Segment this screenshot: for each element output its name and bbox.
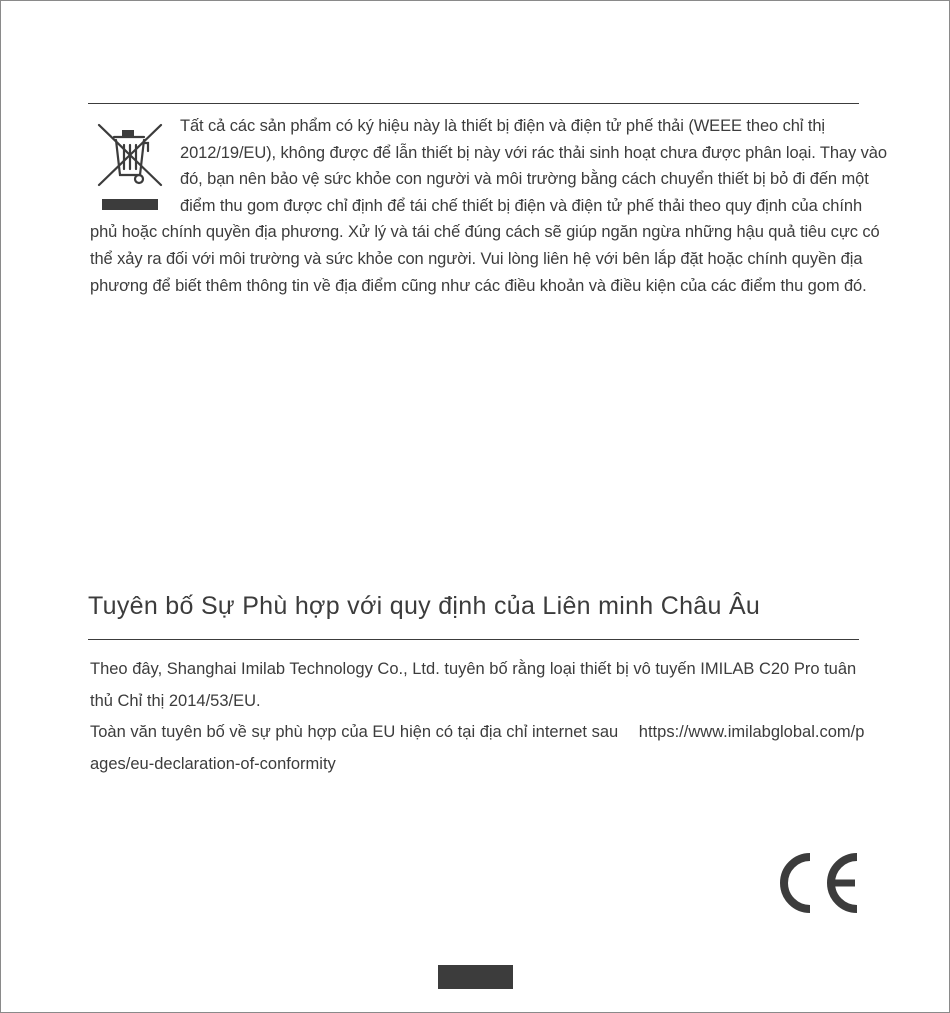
ce-mark-icon (775, 852, 861, 914)
declaration-paragraph-2 (90, 717, 870, 780)
declaration-body (90, 654, 870, 780)
declaration-title: Tuyên bố Sự Phù hợp với quy định của Liên minh Châu Âu (88, 592, 761, 620)
declaration-url-link[interactable]: https://www.imilabglobal.com/pages/eu-declaration-of-conformity (90, 723, 865, 773)
declaration-paragraph-2-lead: Toàn văn tuyên bố về sự phù hợp của EU hiện có tại địa chỉ internet sau (90, 723, 619, 741)
weee-notice (90, 113, 890, 299)
declaration-paragraph-1: Theo đây, Shanghai Imilab Technology Co., Ltd. tuyên bố rằng loại thiết bị vô tuyến IMILAB C20 Pro tuân thủ Chỉ thị 2014/53/EU. (90, 660, 857, 710)
top-divider (88, 103, 859, 104)
title-underline (88, 639, 859, 640)
weee-notice-text: Tất cả các sản phẩm có ký hiệu này là thiết bị điện và điện tử phế thải (WEEE theo chỉ thị 2012/19/EU), không được để lẫn thiết bị này với rác thải sinh hoạt chưa được phân loại. Thay vào đó, bạn nên bảo vệ sức khỏe con người và môi trường bằng cách chuyển thiết bị bỏ đi đến một điểm thu gom được chỉ định để tái chế thiết bị điện và điện tử phế thải theo quy định của chính phủ hoặc chính quyền địa phương. Xử lý và tái chế đúng cách sẽ giúp ngăn ngừa những hậu quả tiêu cực có thể xảy ra đối với môi trường và sức khỏe con người. Vui lòng liên hệ với bên lắp đặt hoặc chính quyền địa phương để biết thêm thông tin về địa điểm cũng như các điều khoản và điều kiện của các điểm thu gom đó. (90, 117, 887, 295)
crossed-out-wheelie-bin-icon (90, 113, 168, 217)
page-number-tab (438, 965, 513, 989)
